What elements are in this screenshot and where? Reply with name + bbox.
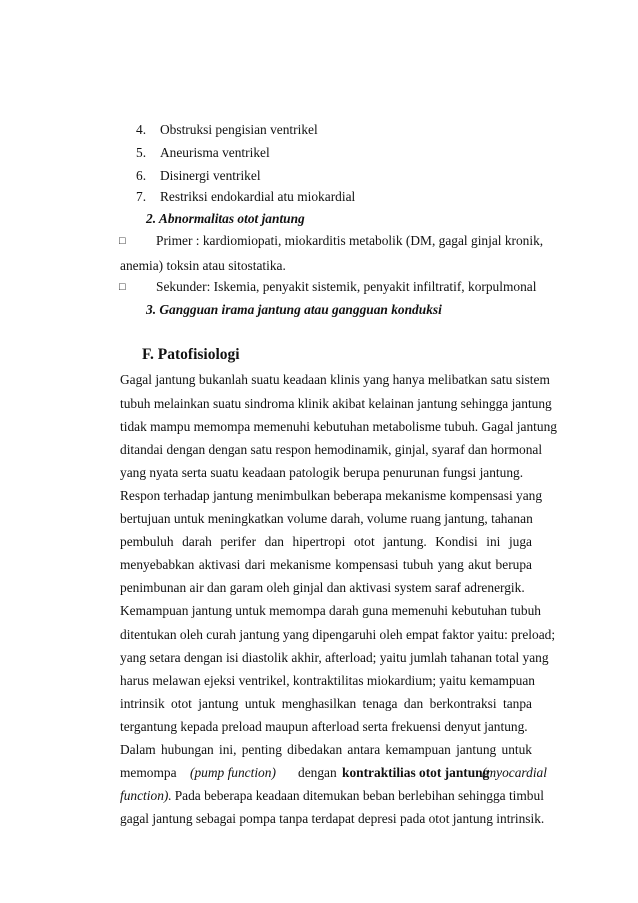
paragraph-line: ditentukan oleh curah jantung yang dipengaruhi oleh empat faktor yaitu: preload;: [120, 627, 556, 642]
paragraph-line: menyebabkan aktivasi dari mekanisme kompensasi tubuh yang akut berupa: [120, 557, 532, 572]
list-item-text: Disinergi ventrikel: [160, 168, 261, 183]
list-item-text: Restriksi endokardial atu miokardial: [160, 189, 356, 204]
paragraph-fragment-italic: (pump function): [190, 765, 276, 780]
paragraph-line: bertujuan untuk meningkatkan volume darah, volume ruang jantung, tahanan: [120, 511, 533, 526]
checkbox-bullet-icon: □: [119, 281, 126, 293]
paragraph-fragment-bold: kontraktilias otot jantung: [342, 765, 490, 780]
list-item-text: Aneurisma ventrikel: [160, 145, 270, 160]
paragraph-line: intrinsik otot jantung untuk menghasilkan tenaga dan berkontraksi tanpa: [120, 696, 532, 711]
subheading-gangguan-irama: 3. Gangguan irama jantung atau gangguan konduksi: [146, 302, 442, 317]
paragraph-line: gagal jantung sebagai pompa tanpa terdapat depresi pada otot jantung intrinsik.: [120, 811, 545, 826]
paragraph-fragment-italic: function): [120, 788, 169, 803]
paragraph-line: tergantung kepada preload maupun afterload serta frekuensi denyut jantung.: [120, 719, 528, 734]
paragraph-line: pembuluh darah perifer dan hipertropi otot jantung. Kondisi ini juga: [120, 534, 532, 549]
checkbox-bullet-icon: □: [119, 235, 126, 247]
paragraph-line: Gagal jantung bukanlah suatu keadaan klinis yang hanya melibatkan satu sistem: [120, 372, 550, 387]
paragraph-line: yang setara dengan isi diastolik akhir, afterload; yaitu jumlah tahanan total yang: [120, 650, 549, 665]
paragraph-fragment: dengan: [298, 765, 337, 780]
paragraph-line: . Pada beberapa keadaan ditemukan beban berlebihan sehingga timbul: [168, 788, 544, 803]
paragraph-line: tubuh melainkan suatu sindroma klinik akibat kelainan jantung sehingga jantung: [120, 396, 552, 411]
paragraph-line: Dalam hubungan ini, penting dibedakan antara kemampuan jantung untuk: [120, 742, 532, 757]
list-number: 4.: [136, 122, 147, 137]
list-number: 6.: [136, 168, 147, 183]
paragraph-line: harus melawan ejeksi ventrikel, kontraktilitas miokardium; yaitu kemampuan: [120, 673, 535, 688]
paragraph-line: penimbunan air dan garam oleh ginjal dan aktivasi system saraf adrenergik.: [120, 580, 525, 595]
subheading-abnormalitas: 2. Abnormalitas otot jantung: [146, 211, 305, 226]
list-number: 7.: [136, 189, 147, 204]
list-item-text: Obstruksi pengisian ventrikel: [160, 122, 318, 137]
primer-line-2: anemia) toksin atau sitostatika.: [120, 258, 286, 273]
paragraph-fragment-italic: (myocardial: [482, 765, 547, 780]
primer-line-1: Primer : kardiomiopati, miokarditis metabolik (DM, gagal ginjal kronik,: [156, 233, 544, 248]
sekunder-text: Sekunder: Iskemia, penyakit sistemik, penyakit infiltratif, korpulmonal: [156, 279, 537, 294]
paragraph-line: tidak mampu memompa memenuhi kebutuhan metabolisme tubuh. Gagal jantung: [120, 419, 557, 434]
paragraph-line: yang nyata serta suatu keadaan patologik berupa penurunan fungsi jantung.: [120, 465, 524, 480]
section-heading: F. Patofisiologi: [142, 346, 240, 363]
paragraph-line: Respon terhadap jantung menimbulkan beberapa mekanisme kompensasi yang: [120, 488, 543, 503]
paragraph-line: Kemampuan jantung untuk memompa darah guna memenuhi kebutuhan tubuh: [120, 603, 541, 618]
paragraph-line: ditandai dengan dengan satu respon hemodinamik, ginjal, syaraf dan hormonal: [120, 442, 543, 457]
list-number: 5.: [136, 145, 147, 160]
paragraph-fragment: memompa: [120, 765, 177, 780]
